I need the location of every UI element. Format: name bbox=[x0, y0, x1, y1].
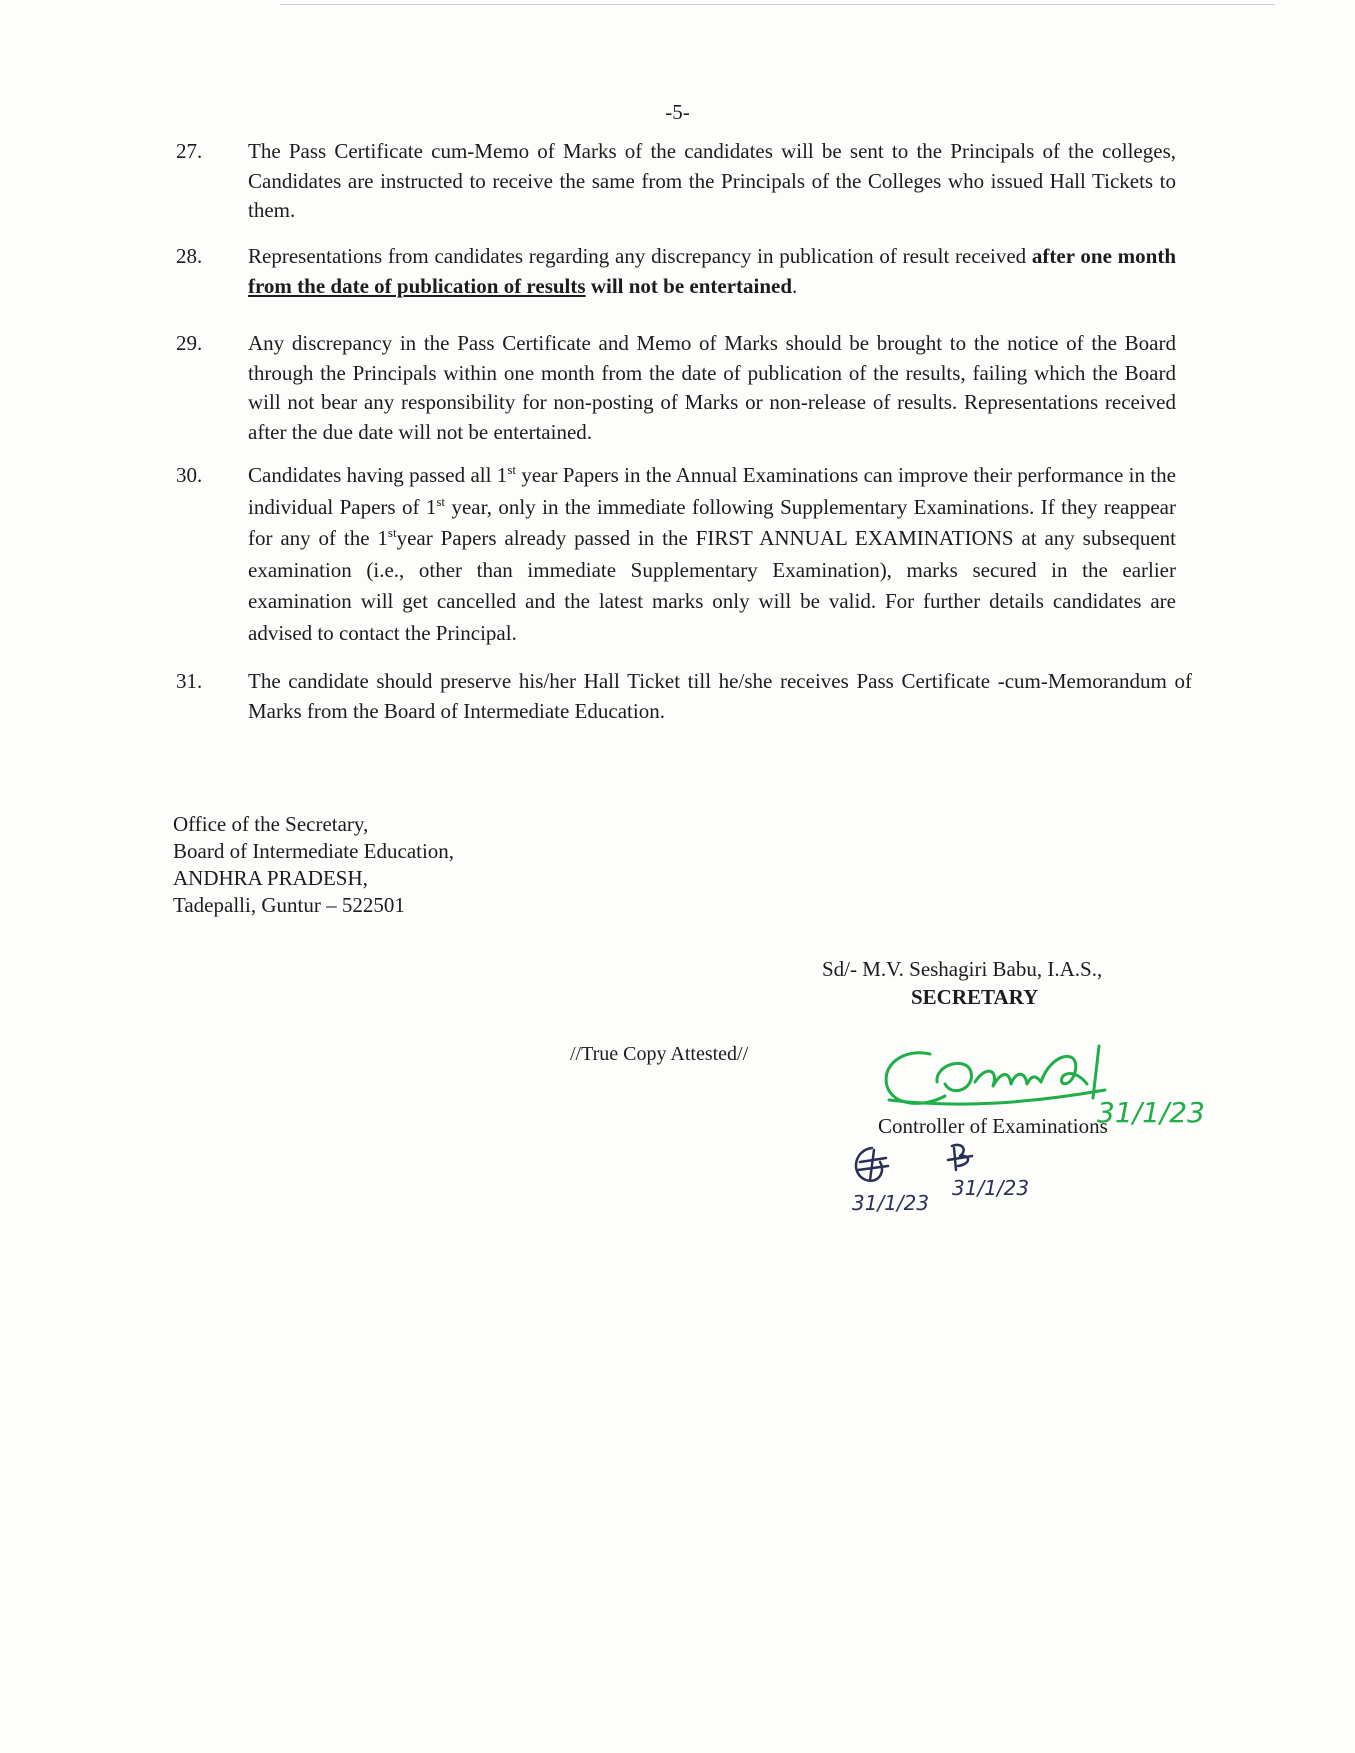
page-number: -5- bbox=[665, 100, 690, 124]
office-address bbox=[173, 811, 454, 919]
handwritten-date: 31/1/23 bbox=[1097, 1096, 1205, 1129]
clause-text bbox=[248, 242, 1176, 301]
address-line: Tadepalli, Guntur – 522501 bbox=[173, 893, 405, 917]
clause-30 bbox=[176, 460, 1176, 649]
clause-bold-text: after one month bbox=[1031, 244, 1177, 268]
clause-bold-underlined-text: from the date of publication of results bbox=[248, 273, 586, 298]
clause-number: 30. bbox=[176, 463, 203, 487]
blue-initials-graphic bbox=[840, 1140, 1040, 1220]
clause-29 bbox=[176, 329, 1176, 447]
scan-top-rule bbox=[280, 4, 1275, 5]
clause-text-part: year Papers already passed in the FIRST ANNUAL EXAMINATIONS at any subsequent examination (i.e., other than immediate Supplementary Examination), marks secured in the earlier examination will get cancelled and the latest marks only will be valid. For further details candidates are advised to contact the Principal. bbox=[248, 526, 1176, 645]
clause-text-start: Representations from candidates regarding any discrepancy in publication of result received bbox=[248, 244, 1027, 268]
true-copy-attested: //True Copy Attested// bbox=[570, 1043, 749, 1065]
ordinal-suffix: st bbox=[387, 525, 397, 540]
ordinal-suffix: st bbox=[507, 462, 516, 477]
handwritten-date: 31/1/23 bbox=[952, 1176, 1030, 1200]
address-line: ANDHRA PRADESH, bbox=[173, 866, 368, 890]
clause-31 bbox=[176, 667, 1192, 726]
handwritten-date: 31/1/23 bbox=[852, 1191, 930, 1215]
clause-bold-text-end: will not be entertained bbox=[590, 273, 793, 298]
clause-number: 28. bbox=[176, 244, 203, 268]
clause-text bbox=[248, 460, 1176, 649]
secretary-signature-block bbox=[822, 955, 1102, 1011]
clause-terminal-period: . bbox=[792, 273, 798, 298]
clause-text-part: Candidates having passed all 1 bbox=[248, 463, 508, 487]
controller-of-examinations: Controller of Examinations bbox=[878, 1114, 1108, 1138]
clause-text-part: year Papers in the Annual Examinations can improve their performance in the individual Papers of 1 bbox=[248, 463, 1176, 519]
clause-28 bbox=[176, 242, 1176, 301]
clause-number: 31. bbox=[176, 669, 203, 693]
clause-27 bbox=[176, 137, 1176, 226]
address-line: Office of the Secretary, bbox=[173, 812, 369, 836]
ordinal-suffix: st bbox=[436, 493, 446, 509]
clause-text-part: year, only in the immediate following Supplementary Examinations. If they reappear for any of the 1 bbox=[248, 494, 1176, 550]
clause-text: Any discrepancy in the Pass Certificate and Memo of Marks should be brought to the notice of the Board through the Principals within one month from the date of publication of the results, failing which the Board will not bear any responsibility for non-posting of Marks or non-release of results. Representations received after the due date will not be entertained. bbox=[248, 331, 1176, 444]
secretary-designation: SECRETARY bbox=[911, 985, 1039, 1009]
secretary-name: Sd/- M.V. Seshagiri Babu, I.A.S., bbox=[822, 957, 1103, 981]
address-line: Board of Intermediate Education, bbox=[173, 839, 455, 863]
clause-number: 27. bbox=[176, 139, 203, 163]
clause-text: The candidate should preserve his/her Hall Ticket till he/she receives Pass Certificate -cum-Memorandum of Marks from the Board of Intermediate Education. bbox=[248, 669, 1192, 723]
clause-number: 29. bbox=[176, 331, 203, 355]
clause-text: The Pass Certificate cum-Memo of Marks of the candidates will be sent to the Principals of the colleges, Candidates are instructed to receive the same from the Principals of the Colleges who issued Hall Tickets to them. bbox=[248, 139, 1176, 222]
